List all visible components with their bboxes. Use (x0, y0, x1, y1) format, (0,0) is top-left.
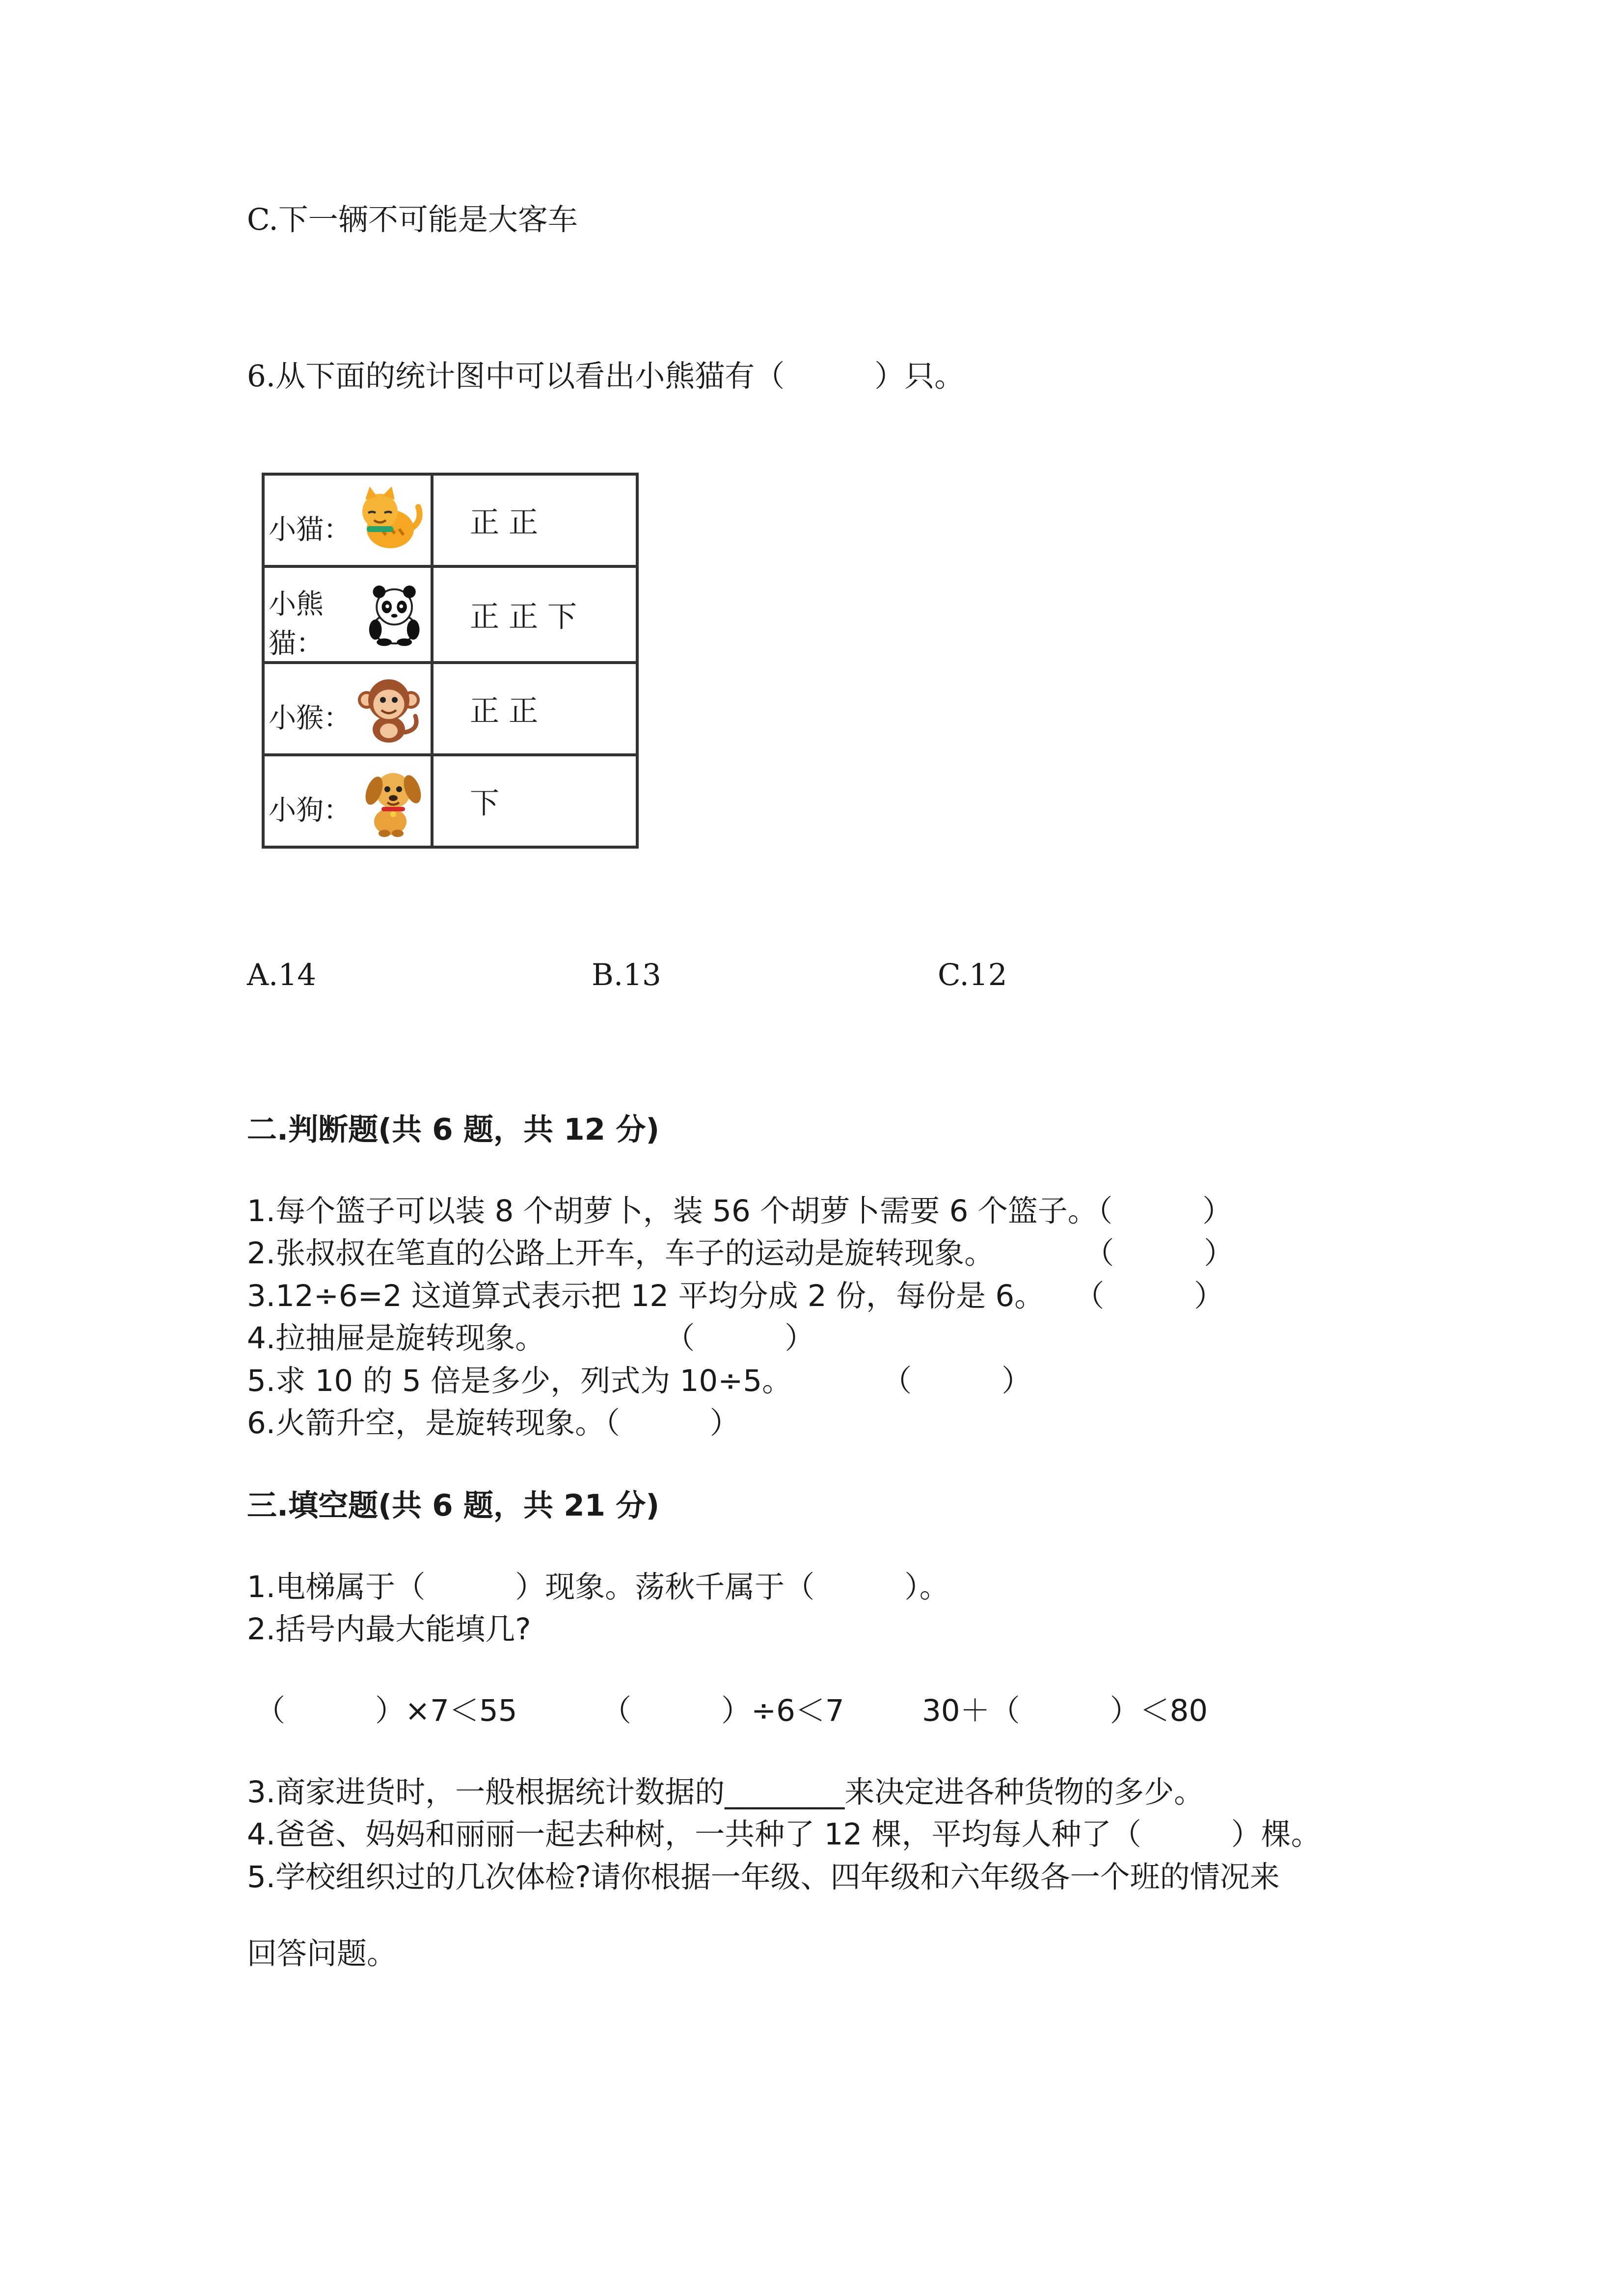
monkey-icon (352, 672, 426, 746)
blank-expression-3: 30＋（ ）＜80 (922, 1693, 1208, 1728)
q6-option-c: C.12 (938, 958, 1007, 992)
section3-item-3: 3.商家进货时，一般根据统计数据的________来决定进各种货物的多少。 (247, 1775, 1204, 1810)
tally-table (262, 473, 639, 849)
q6-option-a: A.14 (247, 958, 317, 992)
section3-item-1: 1.电梯属于（ ）现象。荡秋千属于（ ）。 (247, 1570, 949, 1604)
table-row (263, 474, 637, 566)
q5-option-c: C.下一辆不可能是大客车 (247, 202, 578, 237)
q6-question: 6.从下面的统计图中可以看出小熊猫有（ ）只。 (247, 359, 965, 394)
section2-item-3: 3.12÷6=2 这道算式表示把 12 平均分成 2 份，每份是 6。 （ ） (247, 1279, 1224, 1313)
section2-title: 二.判断题(共 6 题，共 12 分) (247, 1112, 660, 1147)
section2-item-4: 4.拉抽屉是旋转现象。 （ ） (247, 1321, 815, 1356)
section3-item-4: 4.爸爸、妈妈和丽丽一起去种树，一共种了 12 棵，平均每人种了（ ）棵。 (247, 1817, 1321, 1852)
puppy-icon (352, 764, 426, 838)
tally-cell: 正 正 下 (432, 566, 637, 663)
table-row (263, 663, 637, 755)
tally-cell: 下 (432, 755, 637, 847)
animal-name: 小猴： (269, 702, 351, 734)
section3-item-5-cont: 回答问题。 (247, 1936, 397, 1971)
blank-expression-2: （ ）÷6＜7 (601, 1693, 844, 1728)
blank-expression-1: （ ）×7＜55 (255, 1693, 517, 1728)
section2-item-6: 6.火箭升空，是旋转现象。（ ） (247, 1406, 740, 1441)
section2-item-1: 1.每个篮子可以装 8 个胡萝卜，装 56 个胡萝卜需要 6 个篮子。（ ） (247, 1194, 1233, 1228)
tally-cell: 正 正 (432, 474, 637, 566)
section3-title: 三.填空题(共 6 题，共 21 分) (247, 1488, 660, 1523)
q6-option-b: B.13 (592, 958, 661, 992)
tiger-kitten-icon (352, 483, 426, 557)
panda-icon (363, 578, 426, 651)
section2-item-5: 5.求 10 的 5 倍是多少，列式为 10÷5。 （ ） (247, 1363, 1032, 1398)
section3-item-5: 5.学校组织过的几次体检?请你根据一年级、四年级和六年级各一个班的情况来 (247, 1860, 1280, 1895)
animal-name: 小猫： (269, 514, 351, 546)
table-row (263, 566, 637, 663)
section2-item-2: 2.张叔叔在笔直的公路上开车，车子的运动是旋转现象。 （ ） (247, 1236, 1234, 1271)
table-row (263, 755, 637, 847)
animal-name: 小熊猫： (269, 588, 324, 660)
section3-item-2: 2.括号内最大能填几? (247, 1612, 531, 1647)
animal-name: 小狗： (269, 795, 351, 827)
tally-cell: 正 正 (432, 663, 637, 755)
